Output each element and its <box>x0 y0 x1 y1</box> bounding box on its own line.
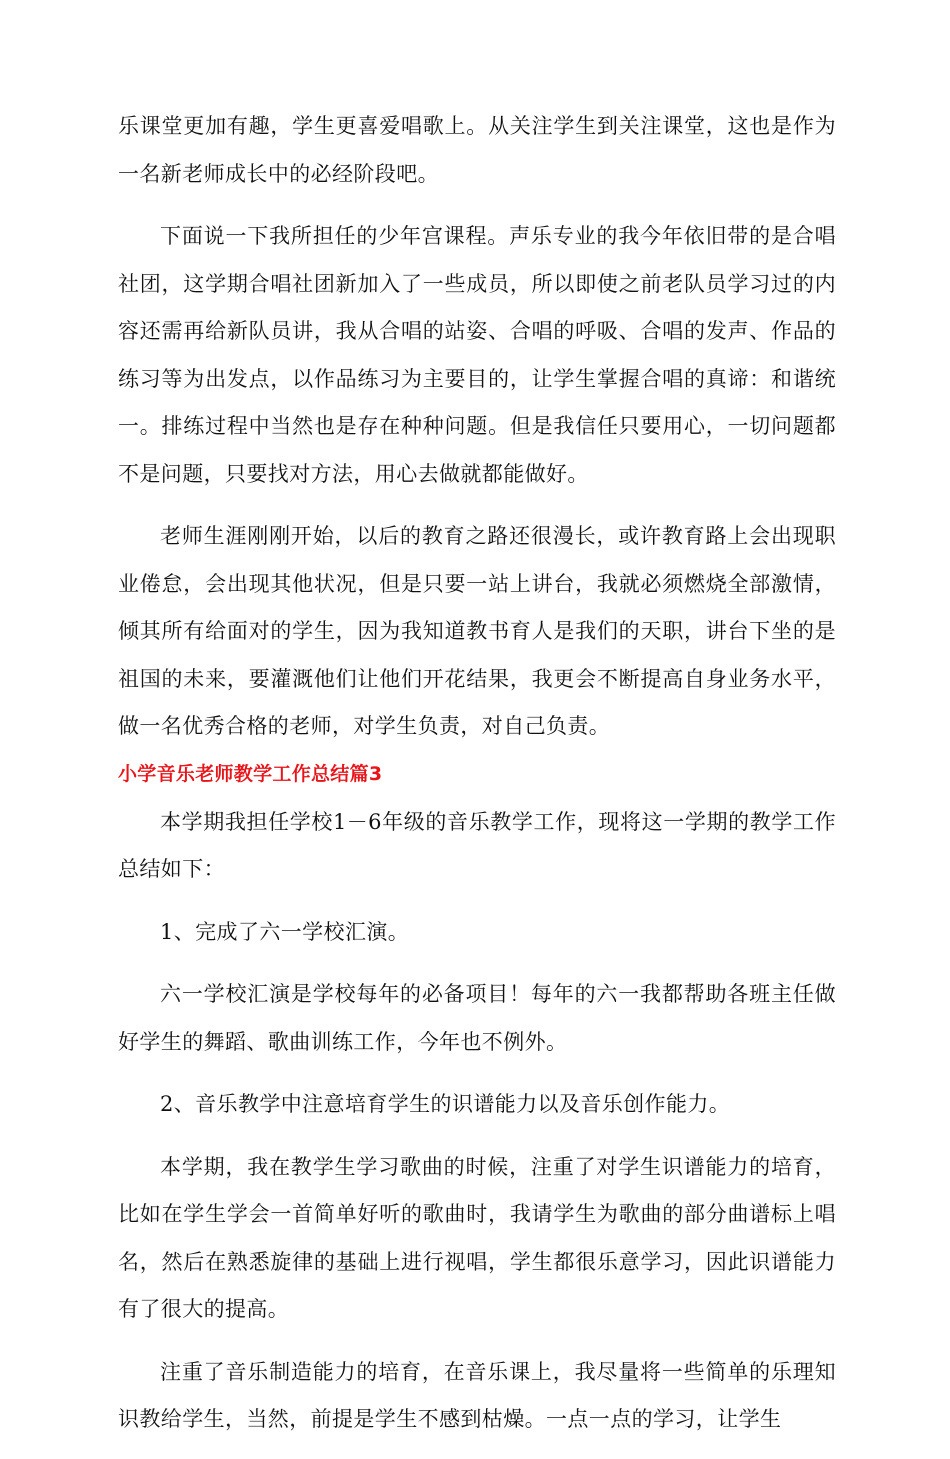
paragraph-item-2-body: 本学期，我在教学生学习歌曲的时候，注重了对学生识谱能力的培育，比如在学生学会一首简单好听的歌曲时，我请学生为歌曲的部分曲谱标上唱名，然后在熟悉旋律的基础上进行视唱，学生都很乐意学习，因此识谱能力有了很大的提高。 <box>118 1154 836 1321</box>
section-heading: 小学音乐老师教学工作总结篇3 <box>118 762 383 785</box>
paragraph-item-1-body: 六一学校汇演是学校每年的必备项目！每年的六一我都帮助各班主任做好学生的舞蹈、歌曲训练工作，今年也不例外。 <box>118 982 836 1054</box>
paragraph-creativity: 注重了音乐制造能力的培育，在音乐课上，我尽量将一些简单的乐理知识教给学生，当然，前提是学生不感到枯燥。一点一点的学习，让学生 <box>118 1359 836 1431</box>
paragraph-item-1-title: 1、完成了六一学校汇演。 <box>160 919 410 944</box>
paragraph-intro: 本学期我担任学校1－6年级的音乐教学工作，现将这一学期的教学工作总结如下： <box>118 809 836 881</box>
paragraph-teaching-career: 老师生涯刚刚开始，以后的教育之路还很漫长，或许教育路上会出现职业倦怠，会出现其他状况，但是只要一站上讲台，我就必须燃烧全部激情，倾其所有给面对的学生，因为我知道教书育人是我们的天职，讲台下坐的是祖国的未来，要灌溉他们让他们开花结果，我更会不断提高自身业务水平，做一名优秀合格的老师，对学生负责，对自己负责。 <box>118 524 836 738</box>
paragraph-youth-palace-course: 下面说一下我所担任的少年宫课程。声乐专业的我今年依旧带的是合唱社团，这学期合唱社团新加入了一些成员，所以即使之前老队员学习过的内容还需再给新队员讲，我从合唱的站姿、合唱的呼吸、合唱的发声、作品的练习等为出发点，以作品练习为主要目的，让学生掌握合唱的真谛：和谐统一。排练过程中当然也是存在种种问题。但是我信任只要用心，一切问题都不是问题，只要找对方法，用心去做就都能做好。 <box>118 224 836 486</box>
paragraph-continuation: 乐课堂更加有趣，学生更喜爱唱歌上。从关注学生到关注课堂，这也是作为一名新老师成长中的必经阶段吧。 <box>118 114 836 186</box>
paragraph-item-2-title: 2、音乐教学中注意培育学生的识谱能力以及音乐创作能力。 <box>160 1092 731 1116</box>
document-page <box>118 103 836 1459</box>
